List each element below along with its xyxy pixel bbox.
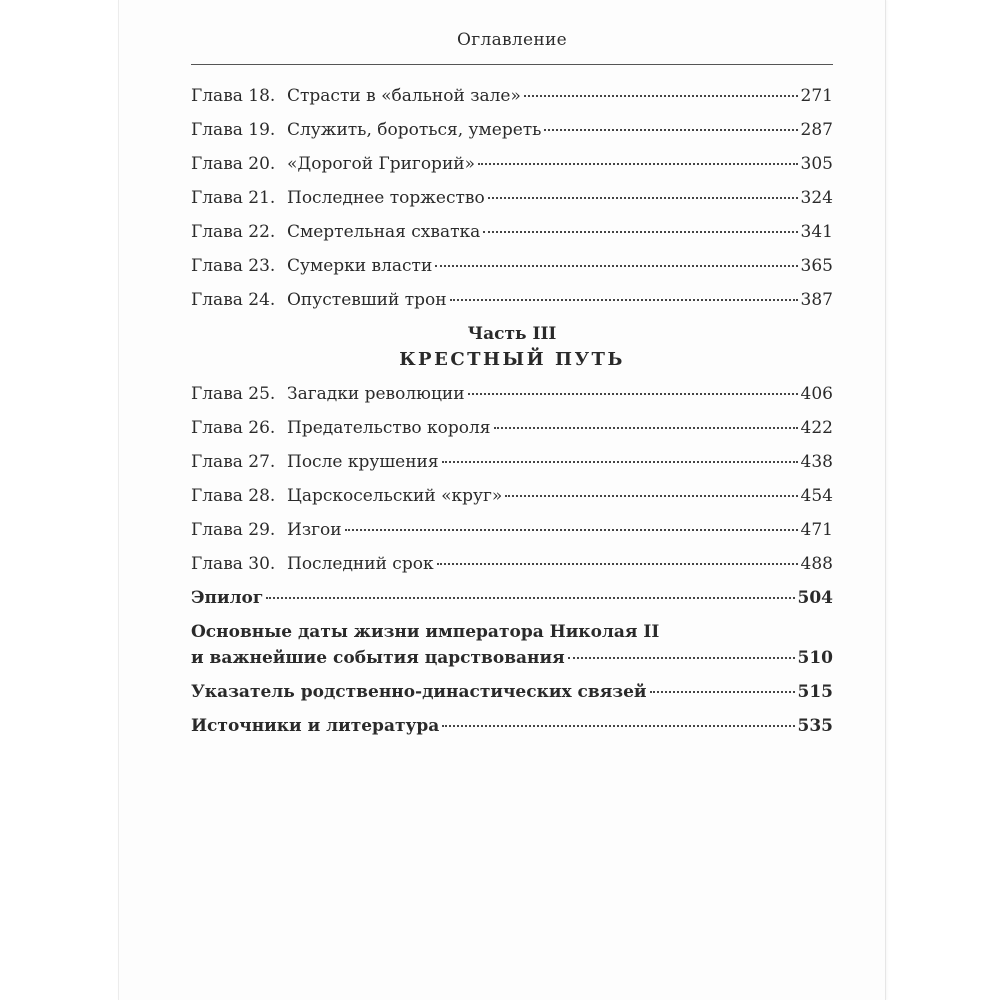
toc-entry-ch20[interactable]: [191, 152, 833, 176]
entry-title-line2: и важнейшие события царствования: [191, 648, 565, 668]
page-number: 406: [800, 384, 833, 404]
dot-leader: [442, 725, 794, 727]
chapter-number: Глава 27.: [191, 452, 276, 472]
toc-entry-ch24[interactable]: [191, 288, 833, 312]
page-number: 287: [800, 120, 833, 140]
page-number: 305: [800, 154, 833, 174]
entry-title: Источники и литература: [191, 716, 440, 736]
page-number: 504: [797, 588, 833, 608]
chapter-number: Глава 22.: [191, 222, 276, 242]
toc-entry-ch28[interactable]: [191, 484, 833, 508]
dot-leader: [478, 163, 798, 165]
running-header: Оглавление: [457, 30, 567, 50]
dot-leader: [494, 427, 798, 429]
dot-leader: [442, 461, 798, 463]
dot-leader: [266, 597, 794, 599]
toc-entry-ch22[interactable]: [191, 220, 833, 244]
chapter-title: Загадки революции: [287, 384, 465, 404]
dot-leader: [505, 495, 797, 497]
dot-leader: [544, 129, 797, 131]
chapter-number: Глава 23.: [191, 256, 276, 276]
chapter-number: Глава 18.: [191, 86, 276, 106]
chapter-title: Опустевший трон: [287, 290, 447, 310]
page-number: 515: [797, 682, 833, 702]
chapter-title: Последний срок: [287, 554, 434, 574]
part-label: Часть III: [467, 324, 557, 344]
dot-leader: [345, 529, 798, 531]
chapter-title: Служить, бороться, умереть: [287, 120, 542, 140]
page-number: 488: [800, 554, 833, 574]
toc-entry-epilogue[interactable]: [191, 586, 833, 610]
chapter-title: Изгои: [287, 520, 342, 540]
part-title: КРЕСТНЫЙ ПУТЬ: [399, 349, 625, 370]
chapter-title: «Дорогой Григорий»: [287, 154, 476, 174]
toc-entry-ch19[interactable]: [191, 118, 833, 142]
page-number: 535: [797, 716, 833, 736]
chapter-number: Глава 26.: [191, 418, 276, 438]
chapter-number: Глава 20.: [191, 154, 276, 174]
toc-entry-ch18[interactable]: [191, 84, 833, 108]
toc-entry-ch27[interactable]: [191, 450, 833, 474]
chapter-number: Глава 30.: [191, 554, 276, 574]
chapter-number: Глава 21.: [191, 188, 276, 208]
toc-entry-ch30[interactable]: [191, 552, 833, 576]
chapter-number: Глава 28.: [191, 486, 276, 506]
dot-leader: [468, 393, 798, 395]
dot-leader: [450, 299, 798, 301]
toc-entry-dates[interactable]: [191, 646, 833, 670]
dot-leader: [483, 231, 797, 233]
dot-leader: [568, 657, 795, 659]
chapter-number: Глава 29.: [191, 520, 276, 540]
page-number: 271: [800, 86, 833, 106]
page-number: 387: [800, 290, 833, 310]
chapter-number: Глава 19.: [191, 120, 276, 140]
page-number: 438: [800, 452, 833, 472]
page-number: 454: [800, 486, 833, 506]
dot-leader: [437, 563, 798, 565]
page-number: 510: [797, 648, 833, 668]
chapter-title: Предательство короля: [287, 418, 491, 438]
toc-entry-sources[interactable]: [191, 714, 833, 738]
chapter-title: После крушения: [287, 452, 439, 472]
chapter-number: Глава 24.: [191, 290, 276, 310]
page-number: 324: [800, 188, 833, 208]
dot-leader: [524, 95, 798, 97]
chapter-title: Смертельная схватка: [287, 222, 481, 242]
toc-entry-ch21[interactable]: [191, 186, 833, 210]
chapter-title: Последнее торжество: [287, 188, 485, 208]
entry-title-line1[interactable]: Основные даты жизни императора Николая II: [191, 622, 660, 642]
page-number: 365: [800, 256, 833, 276]
toc-entry-ch25[interactable]: [191, 382, 833, 406]
page-number: 471: [800, 520, 833, 540]
toc-entry-ch23[interactable]: [191, 254, 833, 278]
dot-leader: [650, 691, 795, 693]
chapter-title: Царскосельский «круг»: [287, 486, 503, 506]
entry-title: Эпилог: [191, 588, 264, 608]
entry-title: Указатель родственно-династических связей: [191, 682, 647, 702]
chapter-title: Страсти в «бальной зале»: [287, 86, 521, 106]
toc-entry-ch26[interactable]: [191, 416, 833, 440]
dot-leader: [435, 265, 797, 267]
dot-leader: [488, 197, 798, 199]
chapter-title: Сумерки власти: [287, 256, 433, 276]
page-number: 422: [800, 418, 833, 438]
toc-entry-ch29[interactable]: [191, 518, 833, 542]
header-rule: [191, 64, 833, 65]
toc-entry-index[interactable]: [191, 680, 833, 704]
chapter-number: Глава 25.: [191, 384, 276, 404]
page-number: 341: [800, 222, 833, 242]
